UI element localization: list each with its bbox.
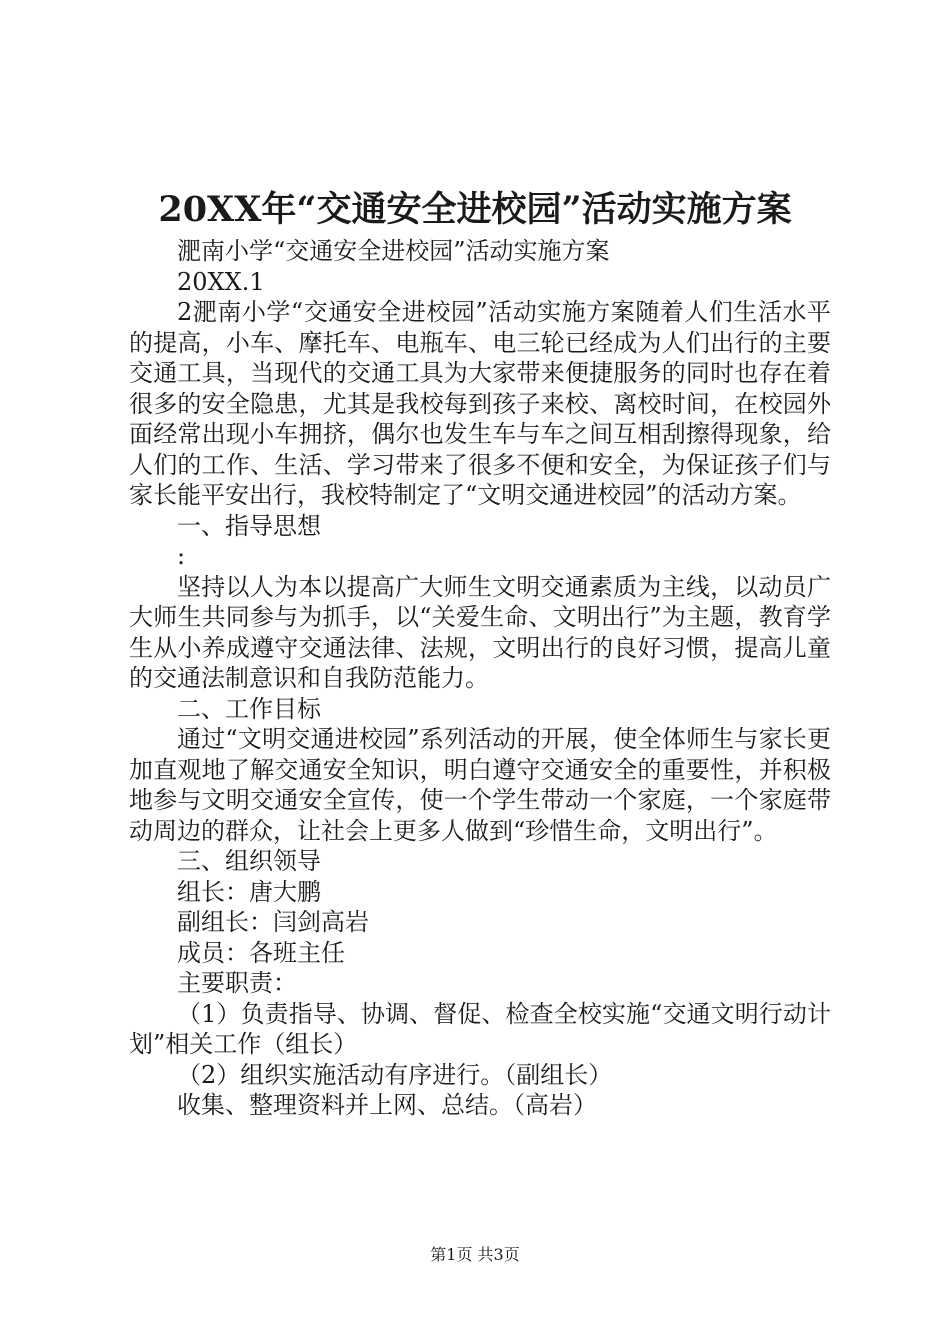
paragraph-subtitle: 淝南小学“交通安全进校园”活动实施方案: [177, 237, 610, 265]
document-body: [129, 236, 831, 1121]
section-heading-work-goals: 二、工作目标: [177, 694, 321, 723]
paragraph-duty-1: （1）负责指导、协调、督促、检查全校实施“交通文明行动计划”相关工作（组长）: [129, 999, 831, 1058]
paragraph-intro: 2淝南小学“交通安全进校园”活动实施方案随着人们生活水平的提高，小车、摩托车、电瓶车、电三轮已经成为人们出行的主要交通工具，当现代的交通工具为大家带来便捷服务的同时也存在着很多的安全隐患，尤其是我校每到孩子来校、离校时间，在校园外面经常出现小车拥挤，偶尔也发生车与车之间互相刮擦得现象，给人们的工作、生活、学习带来了很多不便和安全，为保证孩子们与家长能平安出行，我校特制定了“文明交通进校园”的活动方案。: [129, 298, 831, 509]
paragraph-members: 成员：各班主任: [177, 938, 345, 967]
section-heading-guiding-ideology: 一、指导思想: [177, 511, 321, 540]
paragraph-duty-2: （2）组织实施活动有序进行。（副组长）: [177, 1060, 613, 1089]
document-title: 20XX年“交通安全进校园”活动实施方案: [158, 189, 792, 230]
paragraph-guiding-ideology: 坚持以人为本以提高广大师生文明交通素质为主线，以动员广大师生共同参与为抓手，以“关爱生命、文明出行”为主题，教育学生从小养成遵守交通法律、法规，文明出行的良好习惯，提高儿童的交通法制意识和自我防范能力。: [129, 572, 831, 692]
paragraph-work-goals: 通过“文明交通进校园”系列活动的开展，使全体师生与家长更加直观地了解交通安全知识，明白遵守交通安全的重要性，并积极地参与文明交通安全宣传，使一个学生带动一个家庭，一个家庭带动周边的群众，让社会上更多人做到“珍惜生命，文明出行”。: [129, 725, 831, 845]
paragraph-colon: :: [177, 542, 186, 570]
paragraph-duty-3: 收集、整理资料并上网、总结。（高岩）: [177, 1091, 597, 1119]
page-number-footer: 第1页 共3页: [430, 1245, 520, 1264]
paragraph-date: 20XX.1: [177, 267, 265, 296]
section-heading-organization: 三、组织领导: [177, 847, 321, 875]
paragraph-deputy-leader: 副组长：闫剑高岩: [177, 908, 369, 936]
paragraph-team-leader: 组长：唐大鹏: [177, 877, 321, 906]
paragraph-main-duties: 主要职责：: [177, 969, 297, 997]
